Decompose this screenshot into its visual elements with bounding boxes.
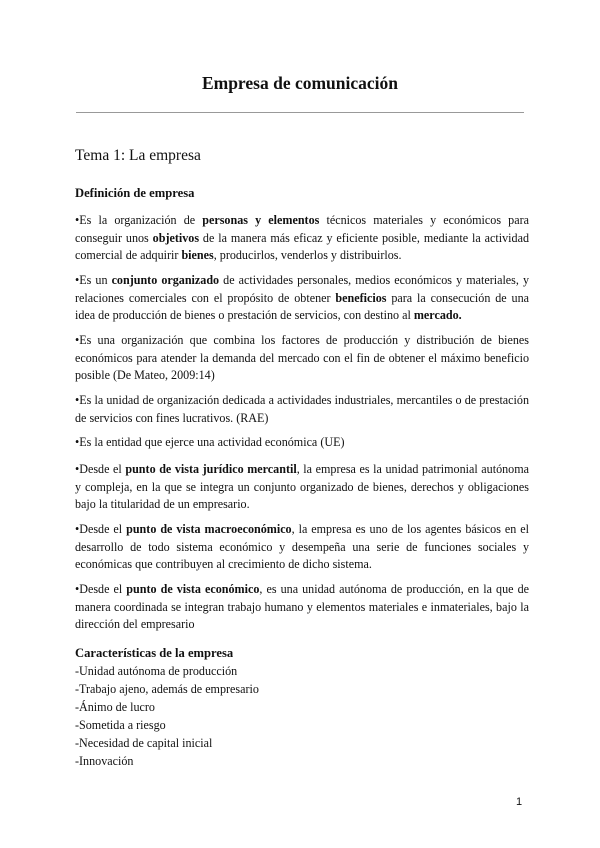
characteristics-list bbox=[75, 662, 259, 770]
bold-term: objetivos bbox=[152, 230, 200, 245]
definition-paragraph bbox=[75, 212, 529, 265]
definition-paragraph bbox=[75, 581, 529, 634]
bold-term: conjunto organizado bbox=[111, 273, 220, 287]
bold-term: beneficios bbox=[335, 290, 387, 305]
paragraph-text: de actividades personales, medios económicos y materiales, y relaciones comerciales con el propósito de obtener bbox=[75, 273, 530, 305]
bold-term: personas y elementos bbox=[202, 213, 320, 227]
title-divider bbox=[76, 112, 524, 113]
definition-paragraph bbox=[75, 521, 529, 574]
paragraph-text: técnicos materiales y económicos para conseguir unos bbox=[75, 213, 529, 245]
paragraph-text: •Desde el bbox=[75, 522, 127, 536]
paragraph-text: para la consecución de una idea de producción de bienes o prestación de servicios, con destino al bbox=[75, 290, 529, 322]
list-item: -Trabajo ajeno, además de empresario bbox=[75, 682, 259, 696]
paragraph-text: •Es la organización de bbox=[75, 213, 203, 227]
list-item: -Ánimo de lucro bbox=[75, 700, 155, 714]
paragraph-text: , producirlos, venderlos y distribuirlos. bbox=[213, 248, 402, 262]
definition-paragraph bbox=[75, 434, 529, 452]
bold-term: mercado. bbox=[413, 308, 462, 322]
list-item: -Sometida a riesgo bbox=[75, 718, 166, 732]
paragraph-text: •Desde el bbox=[75, 462, 126, 476]
paragraph-text: , la empresa es uno de los agentes básicos en el desarrollo de todo sistema económico y desempeña una serie de funciones sociales y económicas que contribuyen al crecimiento de dicho sistema. bbox=[75, 522, 529, 571]
list-item: -Necesidad de capital inicial bbox=[75, 736, 213, 750]
section-title: Tema 1: La empresa bbox=[75, 147, 201, 164]
paragraph-text: •Es una organización que combina los factores de producción y distribución de bienes económicos para atender la demanda del mercado con el fin de obtener el máximo beneficio posible (De Mateo, 2009:14) bbox=[75, 333, 529, 382]
document-title: Empresa de comunicación bbox=[201, 73, 399, 93]
paragraph-text: •Es un bbox=[75, 273, 112, 287]
definition-paragraph bbox=[75, 392, 529, 427]
definition-paragraph bbox=[75, 461, 529, 514]
paragraph-text: de la manera más eficaz y eficiente posible, mediante la actividad comercial de adquirir bbox=[75, 230, 529, 262]
definition-heading: Definición de empresa bbox=[75, 186, 195, 200]
bold-term: punto de vista jurídico mercantil bbox=[125, 462, 297, 476]
bold-term: bienes bbox=[181, 248, 214, 262]
page-number: 1 bbox=[516, 796, 523, 808]
paragraph-text: •Es la entidad que ejerce una actividad económica (UE) bbox=[75, 435, 345, 449]
bold-term: punto de vista económico bbox=[126, 582, 260, 596]
bold-term: punto de vista macroeconómico bbox=[126, 522, 292, 536]
list-item: -Unidad autónoma de producción bbox=[75, 664, 238, 678]
definition-paragraph bbox=[75, 272, 529, 325]
paragraph-text: , la empresa es la unidad patrimonial autónoma y compleja, en la que se integra un conjunto organizado de bienes, derechos y obligaciones bajo la titularidad de un empresario. bbox=[75, 462, 529, 511]
list-item: -Innovación bbox=[75, 754, 134, 768]
paragraph-text: •Es la unidad de organización dedicada a actividades industriales, mercantiles o de prestación de servicios con fines lucrativos. (RAE) bbox=[75, 393, 529, 425]
definition-paragraph bbox=[75, 332, 529, 385]
characteristics-heading: Características de la empresa bbox=[75, 646, 234, 660]
paragraph-text: , es una unidad autónoma de producción, en la que de manera coordinada se integran trabajo humano y elementos materiales e inmateriales, bajo la dirección del empresario bbox=[75, 582, 529, 631]
paragraph-text: •Desde el bbox=[75, 582, 127, 596]
